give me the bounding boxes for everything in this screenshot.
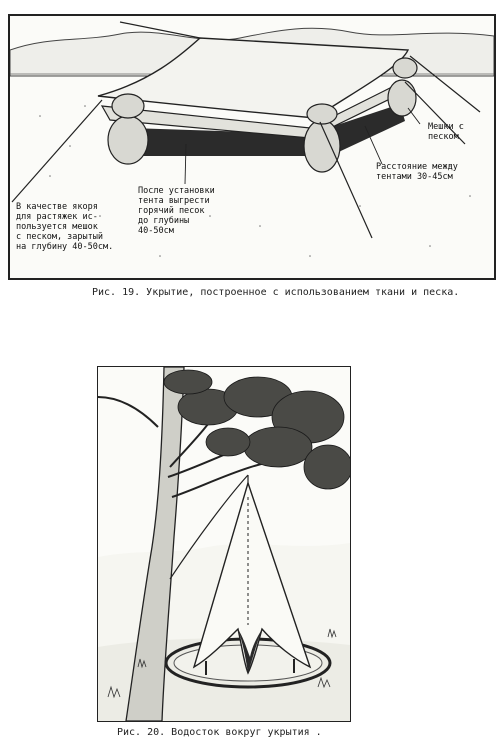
note-anchor: В качестве якоря для растяжек ис- пользуется мешок с песком, зарытый на глубину 40-50см. — [16, 202, 114, 252]
tree-shelter-drawing — [98, 367, 350, 721]
figure-19-caption: Рис. 19. Укрытие, построенное с использованием ткани и песка. — [92, 287, 460, 298]
note-dig-depth: После установки тента выгрести горячий песок до глубины 40-50см — [138, 186, 215, 236]
figure-19-shelter-illustration — [8, 14, 496, 280]
note-sandbags: Мешки с песком — [428, 122, 464, 142]
note-tent-distance: Расстояние между тентами 30-45см — [376, 162, 458, 182]
figure-20-caption: Рис. 20. Водосток вокруг укрытия . — [117, 727, 322, 738]
foliage — [164, 370, 350, 489]
figure-20-tree-shelter-illustration — [97, 366, 351, 722]
